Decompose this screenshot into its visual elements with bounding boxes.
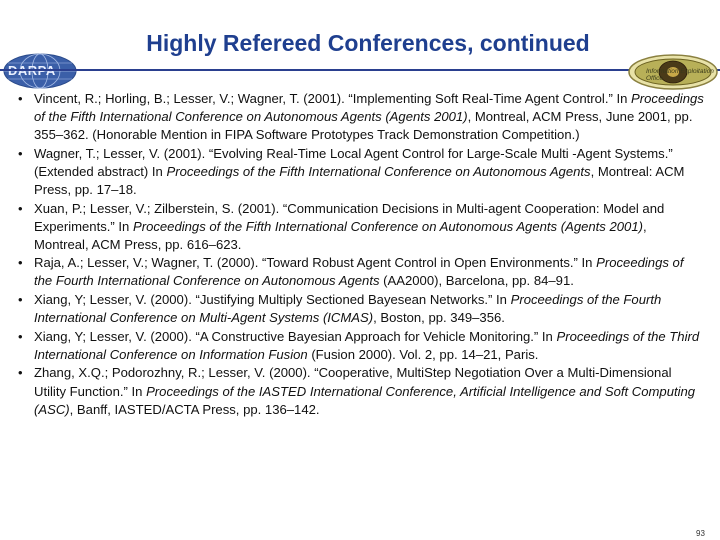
page-number: 93 — [696, 529, 705, 538]
bullet: • — [18, 145, 23, 161]
reference-item: • Vincent, R.; Horling, B.; Lesser, V.; Wagner, T. (2001). “Implementing Soft Real-Time Agent Control.” In Proceedings of the Fifth International Conference on Autonomous Agents (Agents 2001), Montreal, ACM Press, June 2001, pp. 355–362. (Honorable Mention in FIPA Software Prototypes Track Demonstration Competition.) — [18, 91, 704, 143]
bullet: • — [18, 365, 23, 381]
bullet: • — [18, 255, 23, 271]
reference-list — [14, 90, 704, 419]
bullet: • — [18, 200, 23, 216]
ixo-emblem-text: Information Exploitation Office — [646, 68, 714, 82]
title-divider — [0, 69, 720, 71]
reference-item: • Xiang, Y; Lesser, V. (2000). “A Constructive Bayesian Approach for Vehicle Monitoring.” In Proceedings of the Third International Conference on Information Fusion (Fusion 2000). Vol. 2, pp. 14–21, Paris. — [18, 328, 700, 362]
bullet: • — [18, 292, 23, 308]
reference-item: • Zhang, X.Q.; Podorozhny, R.; Lesser, V. (2000). “Cooperative, MultiStep Negotiation Over a Multi-Dimensional Utility Function.” In Proceedings of the IASTED International Conference, Artificial Intelligence and Soft Computing (ASC), Banff, IASTED/ACTA Press, pp. 136–142. — [18, 365, 696, 417]
reference-item: • Raja, A.; Lesser, V.; Wagner, T. (2000). “Toward Robust Agent Control in Open Environments.” In Proceedings of the Fourth International Conference on Autonomous Agents (AA2000), Barcelona, pp. 84–91. — [18, 255, 684, 289]
reference-item: • Wagner, T.; Lesser, V. (2001). “Evolving Real-Time Local Agent Control for Large-Scale Multi -Agent Systems.” (Extended abstract) In Proceedings of the Fifth International Conference on Autonomous Agents, Montreal: ACM Press, pp. 17–18. — [18, 145, 685, 197]
reference-item: • Xiang, Y; Lesser, V. (2000). “Justifying Multiply Sectioned Bayesean Networks.” In Proceedings of the Fourth International Conference on Multi-Agent Systems (ICMAS), Boston, pp. 349–356. — [18, 292, 662, 326]
reference-item: • Xuan, P.; Lesser, V.; Zilberstein, S. (2001). “Communication Decisions in Multi-agent Cooperation: Model and Experiments.” In Proceedings of the Fifth International Conference on Autonomous Agents (Agents 2001), Montreal, ACM Press, pp. 616–623. — [18, 200, 665, 252]
bullet: • — [18, 328, 23, 344]
page-title: Highly Refereed Conferences, continued — [146, 30, 590, 56]
bullet: • — [18, 91, 23, 106]
